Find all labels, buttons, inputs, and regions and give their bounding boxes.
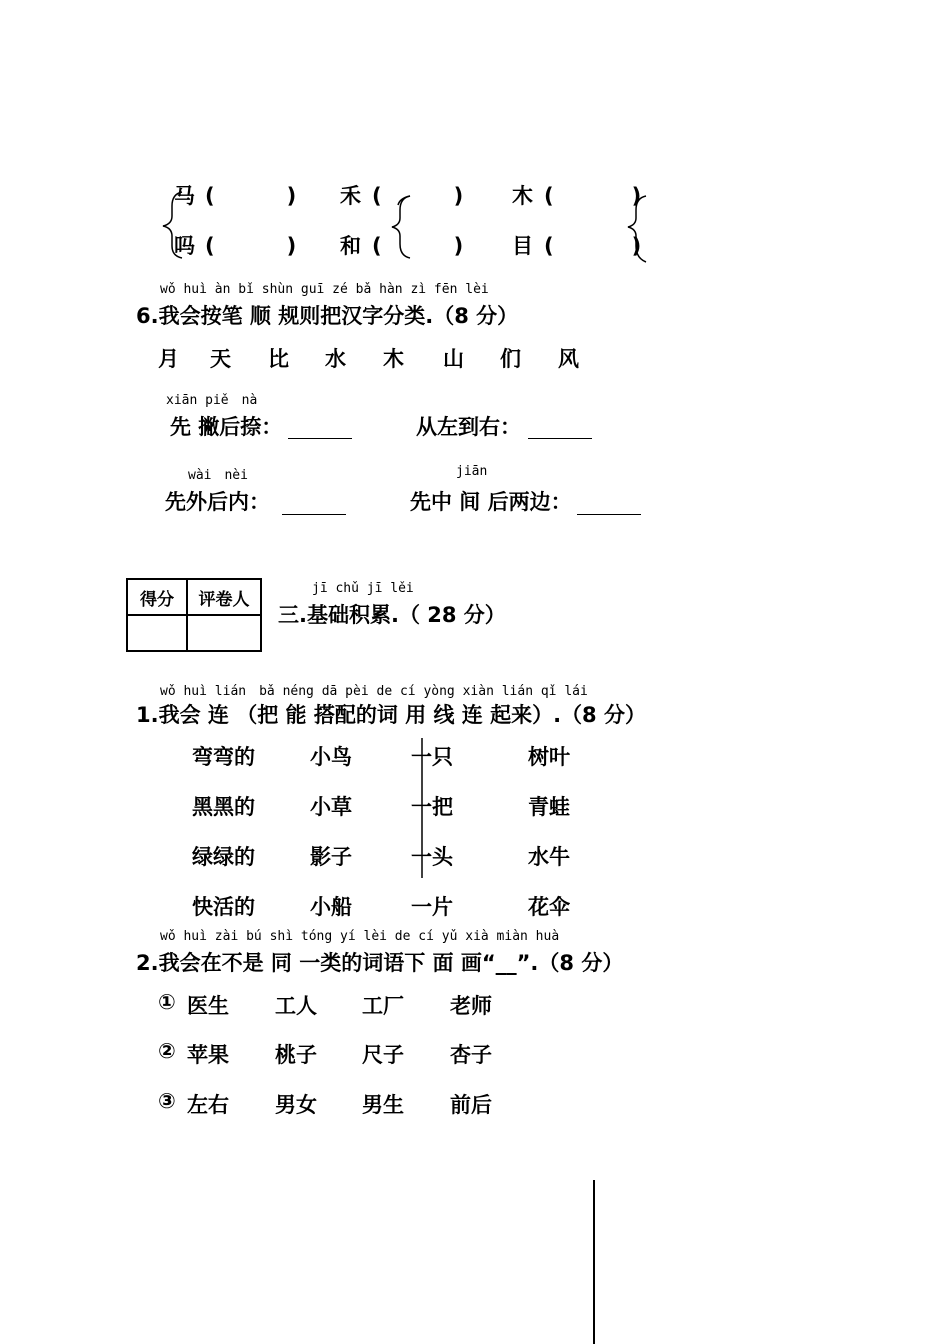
rule-label: 先 撇后捺：: [170, 415, 283, 439]
word-option[interactable]: 苹果: [187, 1043, 229, 1067]
q6-pinyin: wǒ huì àn bǐ shùn guī zé bǎ hàn zì fēn lèi: [160, 282, 489, 297]
pair-char: 和: [340, 234, 361, 258]
pair-paren: ( ): [372, 234, 474, 258]
rule-label: 先中 间 后两边：: [410, 490, 572, 514]
q6-char: 天: [210, 347, 231, 371]
grader-cell[interactable]: [187, 615, 261, 651]
rule-label: 从左到右：: [416, 415, 521, 439]
match-word[interactable]: 一只: [411, 745, 453, 769]
pair-char: 目: [512, 234, 533, 258]
q6-char: 们: [500, 347, 521, 371]
pair-char: 禾: [340, 184, 361, 208]
pair-char: 马: [174, 184, 195, 208]
match-word[interactable]: 快活的: [192, 895, 255, 919]
match-word[interactable]: 小鸟: [310, 745, 352, 769]
grader-header: 评卷人: [187, 579, 261, 615]
section3-title: 三.基础积累.（ 28 分）: [278, 603, 506, 627]
section3-pinyin: jī chǔ jī lěi: [312, 581, 414, 596]
word-option[interactable]: 桃子: [275, 1043, 317, 1067]
q6-char: 比: [268, 347, 289, 371]
match-word[interactable]: 小草: [310, 795, 352, 819]
match-word[interactable]: 黑黑的: [192, 795, 255, 819]
q1-pinyin: wǒ huì lián bǎ néng dā pèi de cí yòng xiàn lián qǐ lái: [160, 684, 588, 699]
match-word[interactable]: 水牛: [528, 845, 570, 869]
word-option[interactable]: 尺子: [362, 1043, 404, 1067]
word-option[interactable]: 前后: [450, 1093, 492, 1117]
pair-char: 木: [512, 184, 533, 208]
word-option[interactable]: 工人: [275, 994, 317, 1018]
rule-label: 先外后内：: [165, 490, 270, 514]
match-word[interactable]: 一把: [411, 795, 453, 819]
pair-paren: ( ): [372, 184, 474, 208]
rule-pinyin: xiān piě nà: [166, 393, 258, 408]
match-word[interactable]: 花伞: [528, 895, 570, 919]
word-option[interactable]: 男生: [362, 1093, 404, 1117]
word-option[interactable]: 工厂: [362, 994, 404, 1018]
match-word[interactable]: 青蛙: [528, 795, 570, 819]
q2-pinyin: wǒ huì zài bú shì tóng yí lèi de cí yǔ xià miàn huà: [160, 929, 560, 944]
pair-paren: ( ): [544, 234, 654, 258]
q6-char: 木: [383, 347, 404, 371]
q6-title: 6.我会按笔 顺 规则把汉字分类.（8 分）: [136, 304, 519, 328]
match-word[interactable]: 绿绿的: [192, 845, 255, 869]
row-number: ③: [158, 1089, 176, 1113]
word-option[interactable]: 老师: [450, 994, 492, 1018]
match-word[interactable]: 一头: [411, 845, 453, 869]
match-word[interactable]: 弯弯的: [192, 745, 255, 769]
row-number: ②: [158, 1039, 176, 1063]
answer-blank[interactable]: [282, 514, 346, 515]
answer-blank[interactable]: [288, 438, 352, 439]
match-word[interactable]: 小船: [310, 895, 352, 919]
word-option[interactable]: 医生: [187, 994, 229, 1018]
pair-char: 吗: [174, 234, 195, 258]
word-option[interactable]: 杏子: [450, 1043, 492, 1067]
match-word[interactable]: 一片: [411, 895, 453, 919]
word-option[interactable]: 左右: [187, 1093, 229, 1117]
score-cell[interactable]: [127, 615, 187, 651]
answer-blank[interactable]: [577, 514, 641, 515]
q1-title: 1.我会 连 （把 能 搭配的词 用 线 连 起来）.（8 分）: [136, 703, 646, 727]
score-table: [126, 578, 262, 652]
rule-pinyin: wài nèi: [188, 468, 248, 483]
q2-title: 2.我会在不是 同 一类的词语下 面 画“__”.（8 分）: [136, 951, 624, 975]
pair-paren: ( ): [205, 184, 307, 208]
match-word[interactable]: 影子: [310, 845, 352, 869]
rule-pinyin: jiān: [456, 464, 488, 479]
match-word[interactable]: 树叶: [528, 745, 570, 769]
pair-paren: ( ): [544, 184, 654, 208]
row-number: ①: [158, 990, 176, 1014]
answer-blank[interactable]: [528, 438, 592, 439]
q6-char: 山: [443, 347, 464, 371]
word-option[interactable]: 男女: [275, 1093, 317, 1117]
score-header: 得分: [127, 579, 187, 615]
q6-char: 月: [158, 347, 179, 371]
q6-char: 风: [558, 347, 579, 371]
pair-paren: ( ): [205, 234, 307, 258]
q6-char: 水: [325, 347, 346, 371]
